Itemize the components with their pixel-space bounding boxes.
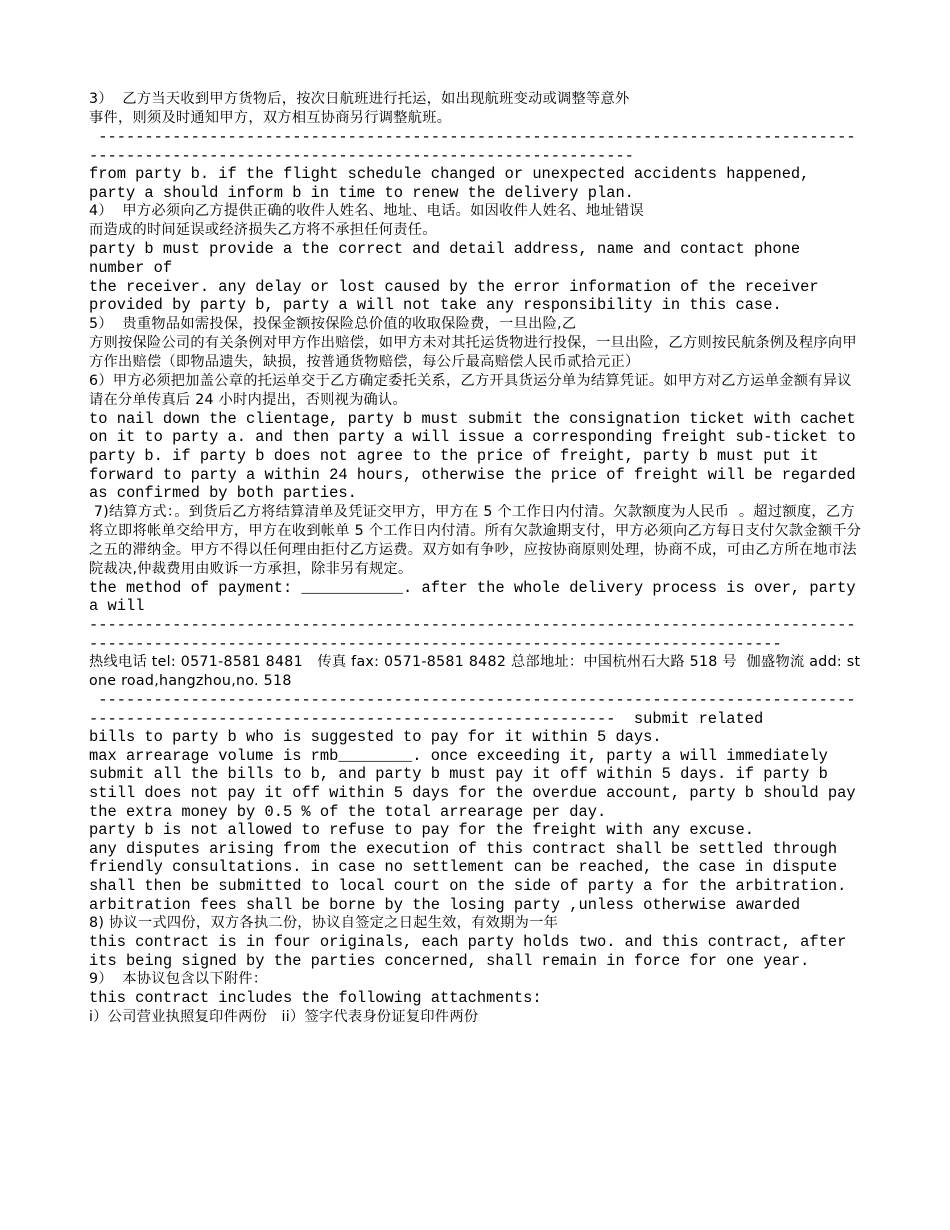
- dashed-separator-continued: ------------------------------------------------------------------------------------------------------------------------------------------- submit related: [89, 691, 856, 728]
- clause-6-en: to nail down the clientage, party b must submit the consignation ticket with cachet on it to party a. and then party a will issue a corresponding freight sub-ticket to party b. if party b does not agree to the price of freight, party b must put it forward to party a within 24 hours, otherwise the price of freight will be regarded as confirmed by both parties.: [89, 409, 865, 503]
- clause-7-en-disputes: any disputes arising from the execution of this contract shall be settled through friendly consultations. in case no settlement can be reached, the case in dispute shall then be submitted to local court on the side of party a for the arbitration.: [89, 839, 847, 896]
- clause-7-en-arrearage: max arrearage volume is rmb________. once exceeding it, party a will immediately submit all the bills to b, and party b must pay it off within 5 days. if party b still does not pay it off within 5 days for the overdue account, party b should pay the extra money by 0.5 % of the total arrearage per day.: [89, 746, 865, 821]
- clause-9-en: this contract includes the following attachments:: [89, 989, 542, 1008]
- footer-contact: 热线电话 tel: 0571-8581 8481 传真 fax: 0571-8581 8482 总部地址：中国杭州石大路 518 号 伽盛物流 add: stone road,hangzhou,no. 518: [89, 654, 861, 690]
- clause-3-en: from party b. if the flight schedule changed or unexpected accidents happened, party a should inform b in time to renew the delivery plan.: [89, 165, 819, 202]
- clause-4-cn-line2: 而造成的时间延误或经济损失乙方将不承担任何责任。: [89, 222, 437, 239]
- clause-7-en-start: the method of payment: ___________. after the whole delivery process is over, party a will: [89, 578, 865, 616]
- clause-7-cn: 7)结算方式：。到货后乙方将结算清单及凭证交甲方，甲方在 5 个工作日内付清。欠款额度为人民币 。超过额度，乙方将立即将帐单交给甲方，甲方在收到帐单 5 个工作日内付清。所有欠款逾期支付，甲方必须向乙方每日支付欠款金额千分之五的滞纳金。甲方不得以任何理由拒付乙方运费。双方如有争吵，应按协商原则处理，协商不成，可由乙方所在地市法院裁决,仲裁费用由败诉一方承担，除非另有规定。: [89, 503, 862, 577]
- dashed-separator: --------------------------------------------------------------------------------------------------------------------------------------------------------------: [89, 615, 856, 653]
- clause-7-en-fees: arbitration fees shall be borne by the losing party ,unless otherwise awarded: [89, 895, 801, 914]
- document-body: [89, 90, 864, 1027]
- clause-5-cn-line2: 方则按保险公司的有关条例对甲方作出赔偿，如甲方未对其托运货物进行投保，一旦出险，乙方则按民航条例及程序向甲方作出赔偿（即物品遗失，缺损，按普通货物赔偿，每公斤最高赔偿人民币贰拾元正）: [89, 334, 857, 370]
- clause-8-en: this contract is in four originals, each party holds two. and this contract, after its being signed by the parties concerned, shall remain in force for one year.: [89, 933, 856, 970]
- clause-5-cn-line1: 5） 贵重物品如需投保，投保金额按保险总价值的收取保险费，一旦出险,乙: [89, 315, 577, 332]
- clause-4-en-line1: party b must provide a the correct and detail address, name and contact phone number of: [89, 240, 810, 277]
- clause-7-en-refuse: party b is not allowed to refuse to pay for the freight with any excuse.: [89, 821, 754, 840]
- clause-6-cn: 6）甲方必须把加盖公章的托运单交于乙方确定委托关系，乙方开具货运分单为结算凭证。如甲方对乙方运单金额有异议请在分单传真后 24 小时内提出，否则视为确认。: [89, 372, 852, 408]
- clause-4-en-line2: the receiver. any delay or lost caused by the error information of the receiver provided by party b, party a will not take any responsibility in this case.: [89, 277, 828, 315]
- clause-8-cn: 8) 协议一式四份，双方各执二份，协议自签定之日起生效，有效期为一年: [89, 915, 559, 932]
- clause-4-cn-line1: 4） 甲方必须向乙方提供正确的收件人姓名、地址、电话。如因收件人姓名、地址错误: [89, 203, 644, 220]
- clause-7-en-bills: bills to party b who is suggested to pay for it within 5 days.: [89, 728, 662, 747]
- dashed-separator: ---------------------------------------------------------------------------------------------------------------------------------------------: [89, 128, 856, 165]
- clause-3-cn-line2: 事件，则须及时通知甲方，双方相互协商另行调整航班。: [89, 110, 452, 126]
- clause-9-cn: 9） 本协议包含以下附件：: [89, 971, 268, 988]
- attachments-list: i）公司营业执照复印件两份 ii）签字代表身份证复印件两份: [89, 1009, 479, 1025]
- clause-3-cn-line1: 3） 乙方当天收到甲方货物后，按次日航班进行托运，如出现航班变动或调整等意外: [89, 91, 630, 107]
